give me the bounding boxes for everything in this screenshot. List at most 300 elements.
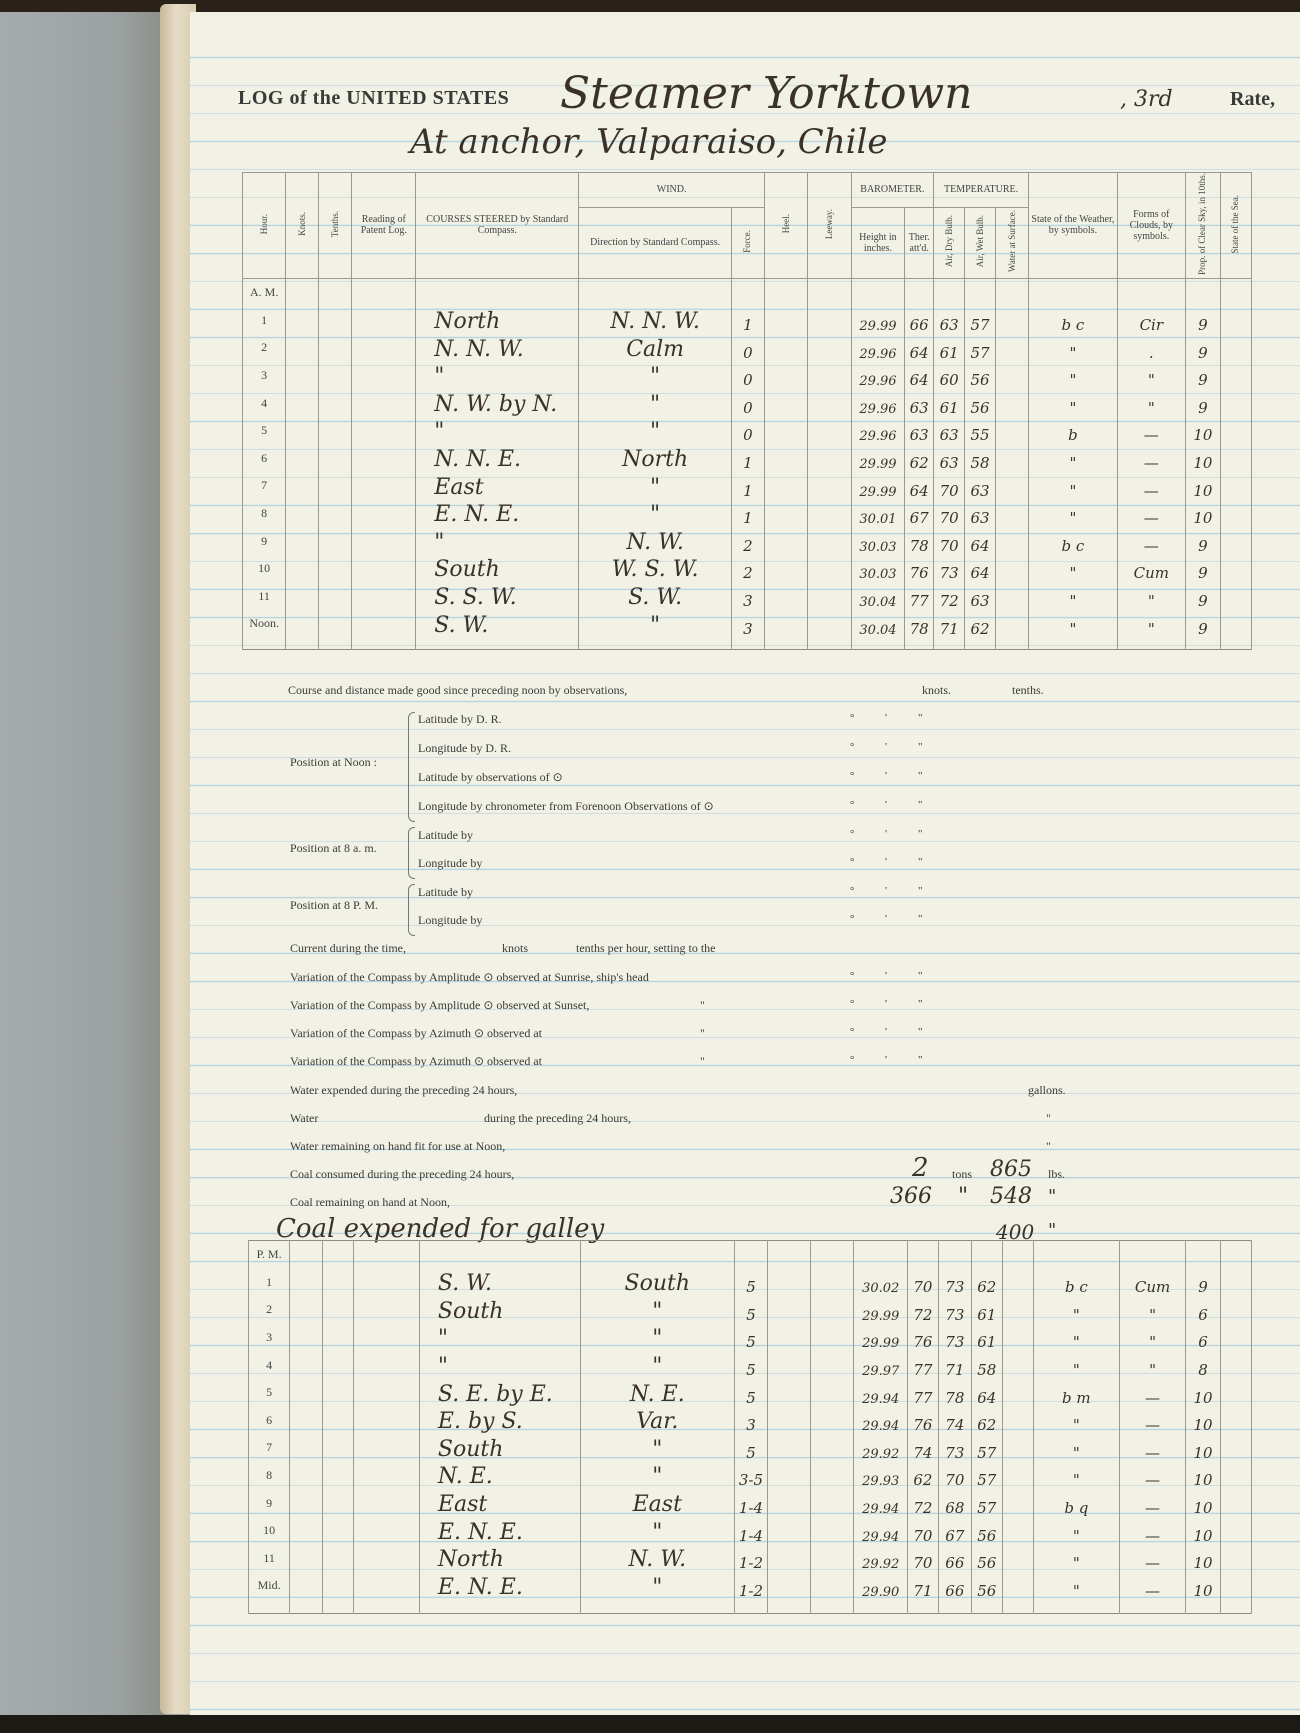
cell-wind: South (580, 1269, 734, 1297)
mark-sec: " (918, 741, 923, 753)
cell-height: 30.01 (851, 500, 905, 528)
cell-height: 29.99 (851, 307, 905, 335)
cell-sky: 10 (1185, 1462, 1220, 1490)
cell-weather: b m (1033, 1379, 1120, 1407)
cell-course: South (416, 555, 579, 583)
cell-sky: 9 (1185, 307, 1220, 335)
cell-weather: " (1029, 555, 1118, 583)
cell-weather: " (1033, 1324, 1120, 1352)
cell-height: 29.96 (851, 362, 905, 390)
cell-wind: " (580, 1324, 734, 1352)
cell-hour: 4 (243, 389, 286, 417)
table-row (243, 307, 1252, 335)
col-water-surface: Water at Surface. (996, 207, 1029, 278)
table-row (249, 1324, 1252, 1352)
coal-consumed-lbs: 865 (990, 1157, 1032, 1182)
course-tenths-label: tenths. (1012, 683, 1044, 697)
cell-force: 5 (735, 1269, 768, 1297)
cell-wet: 56 (971, 1517, 1002, 1545)
mark-sec: " (918, 998, 923, 1010)
cell-force: 5 (735, 1296, 768, 1324)
cell-weather: " (1033, 1572, 1120, 1600)
cell-weather: " (1029, 610, 1118, 638)
cell-height: 29.93 (854, 1462, 908, 1490)
cell-weather: b (1029, 417, 1118, 445)
log-title: LOG of the UNITED STATES (238, 87, 510, 109)
col-height: Height in inches. (851, 207, 905, 278)
cell-dry: 71 (934, 610, 965, 638)
cell-sky: 6 (1185, 1324, 1220, 1352)
cell-force: 2 (731, 555, 764, 583)
cell-clouds: Cir (1117, 307, 1185, 335)
cell-height: 30.04 (851, 610, 905, 638)
cell-height: 29.97 (854, 1351, 908, 1379)
mark-deg: ° (850, 856, 855, 868)
cell-hour: 7 (249, 1434, 290, 1462)
mark-min: ' (885, 770, 887, 782)
table-row (243, 417, 1252, 445)
var-azimuth-label-1: Variation of the Compass by Azimuth ⊙ observed at (290, 1026, 543, 1040)
col-knots: Knots. (286, 173, 319, 279)
cell-hour: 5 (249, 1379, 290, 1407)
pm-rows (249, 1269, 1252, 1600)
cell-wind: " (580, 1462, 734, 1490)
cell-hour: 11 (249, 1545, 290, 1573)
cell-dry: 73 (934, 555, 965, 583)
cell-ther: 63 (905, 389, 934, 417)
cell-dry: 72 (934, 582, 965, 610)
table-row (249, 1545, 1252, 1573)
pm-label-row (249, 1241, 1252, 1269)
mark-deg: ° (850, 970, 855, 982)
cell-course: East (416, 472, 579, 500)
col-clouds: Forms of Clouds, by symbols. (1117, 173, 1185, 279)
cell-height: 29.94 (854, 1489, 908, 1517)
mark-sec: " (918, 856, 923, 868)
cell-wind: " (580, 1572, 734, 1600)
var-sunset-label: Variation of the Compass by Amplitude ⊙ observed at Sunset, (290, 998, 590, 1012)
cell-wet: 63 (965, 472, 996, 500)
cell-sky: 10 (1185, 1489, 1220, 1517)
cell-ther: 62 (907, 1462, 938, 1490)
mark-sec: " (918, 1026, 923, 1038)
cell-height: 30.02 (854, 1269, 908, 1297)
cell-wet: 57 (971, 1434, 1002, 1462)
cell-course: N. N. W. (416, 334, 579, 362)
cell-dry: 61 (934, 389, 965, 417)
bottom-edge (0, 1715, 1300, 1733)
log-page (190, 12, 1300, 1717)
cell-clouds: — (1117, 444, 1185, 472)
cell-clouds: " (1117, 362, 1185, 390)
cell-hour: 6 (243, 444, 286, 472)
cell-force: 1-2 (735, 1545, 768, 1573)
cell-course: S. W. (416, 610, 579, 638)
am-log-table (242, 172, 1252, 650)
cell-wet: 56 (965, 389, 996, 417)
cell-weather: " (1033, 1351, 1120, 1379)
cell-dry: 66 (938, 1572, 971, 1600)
cell-ther: 71 (907, 1572, 938, 1600)
cell-wet: 61 (971, 1296, 1002, 1324)
location-note: At anchor, Valparaiso, Chile (410, 122, 888, 162)
cell-weather: b c (1029, 307, 1118, 335)
table-row (249, 1379, 1252, 1407)
col-wind-direction: Direction by Standard Compass. (579, 207, 732, 278)
cell-height: 29.99 (854, 1324, 908, 1352)
lon-8am-label: Longitude by (418, 856, 483, 870)
cell-hour: 2 (249, 1296, 290, 1324)
cell-course: E. N. E. (416, 500, 579, 528)
cell-clouds: — (1117, 527, 1185, 555)
cell-dry: 73 (938, 1324, 971, 1352)
cell-ther: 78 (905, 527, 934, 555)
cell-course: N. E. (419, 1462, 580, 1490)
cell-wind: N. N. W. (579, 307, 732, 335)
water-expended-label: Water expended during the preceding 24 hours, (290, 1083, 518, 1097)
table-row (249, 1407, 1252, 1435)
cell-wet: 56 (965, 362, 996, 390)
cell-wind: " (579, 472, 732, 500)
table-row (243, 527, 1252, 555)
8pm-brace (408, 884, 415, 936)
cell-ther: 76 (907, 1407, 938, 1435)
table-row (249, 1489, 1252, 1517)
cell-ther: 76 (907, 1324, 938, 1352)
cell-sky: 10 (1185, 1434, 1220, 1462)
var-sunset-ditto: " (700, 998, 705, 1012)
mark-deg: ° (850, 913, 855, 925)
col-temperature: TEMPERATURE. (934, 173, 1029, 208)
cell-weather: " (1033, 1407, 1120, 1435)
cell-ther: 70 (907, 1269, 938, 1297)
cell-course: North (419, 1545, 580, 1573)
col-wind: WIND. (579, 173, 765, 208)
cell-force: 5 (735, 1351, 768, 1379)
col-wind-force: Force. (731, 207, 764, 278)
noon-brace (408, 712, 415, 822)
mark-min: ' (885, 741, 887, 753)
col-clear-sky: Prop. of Clear Sky, in 10ths. (1185, 173, 1220, 279)
am-label-row (243, 278, 1252, 306)
cell-wet: 57 (965, 307, 996, 335)
cell-height: 29.90 (854, 1572, 908, 1600)
cell-height: 29.96 (851, 389, 905, 417)
table-row (243, 334, 1252, 362)
cell-ther: 70 (907, 1545, 938, 1573)
water-remaining-label: Water remaining on hand fit for use at Noon, (290, 1139, 506, 1153)
water-label: Water (290, 1111, 319, 1125)
mark-sec: " (918, 1054, 923, 1066)
position-8pm-label: Position at 8 P. M. (290, 898, 379, 912)
cell-ther: 62 (905, 444, 934, 472)
lat-8pm-label: Latitude by (418, 885, 473, 899)
cell-wet: 62 (971, 1407, 1002, 1435)
8am-brace (408, 827, 415, 879)
cell-weather: b c (1033, 1269, 1120, 1297)
am-label: A. M. (243, 278, 286, 306)
coal-consumed-label: Coal consumed during the preceding 24 hours, (290, 1167, 515, 1181)
cell-force: 1 (731, 500, 764, 528)
cell-ther: 77 (905, 582, 934, 610)
table-row (243, 444, 1252, 472)
cell-dry: 70 (938, 1462, 971, 1490)
cell-sky: 9 (1185, 389, 1220, 417)
cell-ther: 72 (907, 1296, 938, 1324)
col-patent-log: Reading of Patent Log. (352, 173, 416, 279)
cell-sky: 10 (1185, 1572, 1220, 1600)
cell-height: 30.03 (851, 555, 905, 583)
lat-8am-label: Latitude by (418, 828, 473, 842)
cell-force: 0 (731, 417, 764, 445)
cell-hour: 8 (243, 500, 286, 528)
cell-force: 1-2 (735, 1572, 768, 1600)
cell-clouds: — (1120, 1462, 1186, 1490)
table-row (243, 610, 1252, 638)
cell-wind: W. S. W. (579, 555, 732, 583)
cell-weather: " (1033, 1296, 1120, 1324)
coal-remaining-label: Coal remaining on hand at Noon, (290, 1195, 450, 1209)
cell-force: 1 (731, 444, 764, 472)
cell-hour: 3 (243, 362, 286, 390)
cell-clouds: — (1120, 1407, 1186, 1435)
rate-handwritten: , 3rd (1120, 87, 1173, 112)
cell-course: N. N. E. (416, 444, 579, 472)
cell-sky: 9 (1185, 582, 1220, 610)
cell-dry: 73 (938, 1269, 971, 1297)
cell-dry: 68 (938, 1489, 971, 1517)
cell-course: E. N. E. (419, 1572, 580, 1600)
galley-lbs-ditto: " (1048, 1220, 1057, 1241)
table-row (249, 1517, 1252, 1545)
water-ditto: " (1046, 1111, 1051, 1125)
col-ther: Ther. att'd. (905, 207, 934, 278)
cell-clouds: — (1117, 417, 1185, 445)
mark-min: ' (885, 1054, 887, 1066)
table-row (243, 500, 1252, 528)
table-row (249, 1351, 1252, 1379)
cell-ther: 74 (907, 1434, 938, 1462)
position-noon-label: Position at Noon : (290, 755, 378, 769)
cell-wet: 61 (971, 1324, 1002, 1352)
cell-wet: 64 (971, 1379, 1002, 1407)
coal-remaining-tons: 366 (890, 1184, 932, 1209)
cell-wind: North (579, 444, 732, 472)
cell-hour: 2 (243, 334, 286, 362)
col-heel: Heel. (764, 173, 807, 279)
cell-dry: 78 (938, 1379, 971, 1407)
cell-course: " (416, 527, 579, 555)
cell-dry: 70 (934, 472, 965, 500)
lon-chron-label: Longitude by chronometer from Forenoon Observations of ⊙ (418, 799, 714, 813)
cell-ther: 67 (905, 500, 934, 528)
cell-hour: 3 (249, 1324, 290, 1352)
cell-force: 3-5 (735, 1462, 768, 1490)
cell-wet: 56 (971, 1572, 1002, 1600)
mark-sec: " (918, 799, 923, 811)
coal-remaining-tons-ditto: " (958, 1184, 969, 1209)
pm-label: P. M. (249, 1241, 290, 1269)
cell-dry: 67 (938, 1517, 971, 1545)
cell-clouds: . (1117, 334, 1185, 362)
cell-wind: Var. (580, 1407, 734, 1435)
col-air-wet: Air, Wet Bulb. (965, 207, 996, 278)
table-row (243, 389, 1252, 417)
cell-wind: " (579, 610, 732, 638)
lbs-label: lbs. (1048, 1167, 1066, 1181)
cell-clouds: " (1120, 1324, 1186, 1352)
cell-wet: 55 (965, 417, 996, 445)
cell-ther: 64 (905, 472, 934, 500)
var-azimuth-ditto-1: " (700, 1026, 705, 1040)
galley-lbs: 400 (996, 1220, 1035, 1244)
cell-clouds: " (1120, 1296, 1186, 1324)
mark-min: ' (885, 828, 887, 840)
cell-wet: 56 (971, 1545, 1002, 1573)
cell-force: 5 (735, 1434, 768, 1462)
cell-clouds: Cum (1120, 1269, 1186, 1297)
cell-sky: 10 (1185, 444, 1220, 472)
cell-ther: 77 (907, 1379, 938, 1407)
cell-sky: 9 (1185, 527, 1220, 555)
cell-hour: 11 (243, 582, 286, 610)
cell-height: 29.94 (854, 1379, 908, 1407)
cell-wet: 57 (965, 334, 996, 362)
cell-dry: 60 (934, 362, 965, 390)
mark-deg: ° (850, 1026, 855, 1038)
cell-course: South (419, 1296, 580, 1324)
cell-hour: 10 (249, 1517, 290, 1545)
cell-wind: " (580, 1517, 734, 1545)
cell-sky: 9 (1185, 610, 1220, 638)
table-row (249, 1434, 1252, 1462)
cell-course: South (419, 1434, 580, 1462)
cell-wind: N. W. (579, 527, 732, 555)
galley-note: Coal expended for galley (276, 1214, 605, 1244)
cell-hour: 7 (243, 472, 286, 500)
lat-dr-label: Latitude by D. R. (418, 712, 502, 726)
cell-dry: 70 (934, 527, 965, 555)
cell-wet: 57 (971, 1489, 1002, 1517)
current-tenths-label: tenths per hour, setting to the (576, 941, 716, 955)
cell-dry: 73 (938, 1434, 971, 1462)
table-row (243, 362, 1252, 390)
cell-clouds: — (1117, 500, 1185, 528)
mark-min: ' (885, 799, 887, 811)
mark-min: ' (885, 712, 887, 724)
cell-force: 5 (735, 1379, 768, 1407)
cell-force: 3 (731, 610, 764, 638)
cell-wind: " (579, 500, 732, 528)
cell-force: 0 (731, 389, 764, 417)
cell-wet: 58 (971, 1351, 1002, 1379)
cell-dry: 63 (934, 444, 965, 472)
cell-weather: " (1029, 362, 1118, 390)
ship-name: Steamer Yorktown (560, 68, 973, 119)
lat-obs-label: Latitude by observations of ⊙ (418, 770, 563, 784)
mark-sec: " (918, 970, 923, 982)
water-remaining-ditto: " (1046, 1139, 1051, 1153)
cell-hour: 9 (249, 1489, 290, 1517)
pm-log-table (248, 1240, 1252, 1614)
cell-force: 0 (731, 334, 764, 362)
col-sea: State of the Sea. (1220, 173, 1251, 279)
gallons-label: gallons. (1028, 1083, 1066, 1097)
cell-hour: 5 (243, 417, 286, 445)
cell-clouds: — (1120, 1434, 1186, 1462)
cell-dry: 74 (938, 1407, 971, 1435)
col-barometer: BAROMETER. (851, 173, 934, 208)
table-row (249, 1269, 1252, 1297)
cell-weather: " (1029, 582, 1118, 610)
table-row (243, 472, 1252, 500)
cell-sky: 8 (1185, 1351, 1220, 1379)
cell-wind: N. E. (580, 1379, 734, 1407)
cell-height: 29.99 (851, 472, 905, 500)
cell-height: 30.03 (851, 527, 905, 555)
cell-wet: 62 (965, 610, 996, 638)
cell-ther: 77 (907, 1351, 938, 1379)
mark-min: ' (885, 913, 887, 925)
water-preceding-label: during the preceding 24 hours, (484, 1111, 631, 1125)
col-leeway: Leeway. (808, 173, 851, 279)
cell-dry: 71 (938, 1351, 971, 1379)
cell-sky: 10 (1185, 417, 1220, 445)
cell-ther: 78 (905, 610, 934, 638)
cell-force: 1 (731, 472, 764, 500)
cell-clouds: " (1117, 582, 1185, 610)
mark-sec: " (918, 913, 923, 925)
cell-height: 29.99 (854, 1296, 908, 1324)
cell-clouds: " (1120, 1351, 1186, 1379)
cell-sky: 10 (1185, 1517, 1220, 1545)
cell-sky: 10 (1185, 500, 1220, 528)
cell-course: North (416, 307, 579, 335)
mark-deg: ° (850, 1054, 855, 1066)
cell-sky: 10 (1185, 472, 1220, 500)
cell-clouds: — (1117, 472, 1185, 500)
table-row (249, 1572, 1252, 1600)
cell-ther: 64 (905, 334, 934, 362)
cell-force: 3 (731, 582, 764, 610)
lon-8pm-label: Longitude by (418, 913, 483, 927)
cell-height: 29.92 (854, 1434, 908, 1462)
tons-label: tons (952, 1167, 973, 1181)
mark-deg: ° (850, 885, 855, 897)
table-row (243, 555, 1252, 583)
cell-wet: 63 (965, 500, 996, 528)
coal-remaining-lbs-ditto: " (1048, 1186, 1057, 1207)
cell-ther: 66 (905, 307, 934, 335)
cell-course: E. by S. (419, 1407, 580, 1435)
cell-wind: N. W. (580, 1545, 734, 1573)
col-hour: Hour. (243, 173, 286, 279)
mark-min: ' (885, 1026, 887, 1038)
cell-sky: 9 (1185, 555, 1220, 583)
cell-ther: 72 (907, 1489, 938, 1517)
cell-dry: 73 (938, 1296, 971, 1324)
cell-hour: 4 (249, 1351, 290, 1379)
cell-wind: " (580, 1434, 734, 1462)
cell-force: 1 (731, 307, 764, 335)
cell-course: S. E. by E. (419, 1379, 580, 1407)
mark-deg: ° (850, 998, 855, 1010)
cell-height: 29.99 (851, 444, 905, 472)
cell-hour: Mid. (249, 1572, 290, 1600)
position-8am-label: Position at 8 a. m. (290, 841, 377, 855)
cell-wind: " (579, 362, 732, 390)
mark-deg: ° (850, 770, 855, 782)
